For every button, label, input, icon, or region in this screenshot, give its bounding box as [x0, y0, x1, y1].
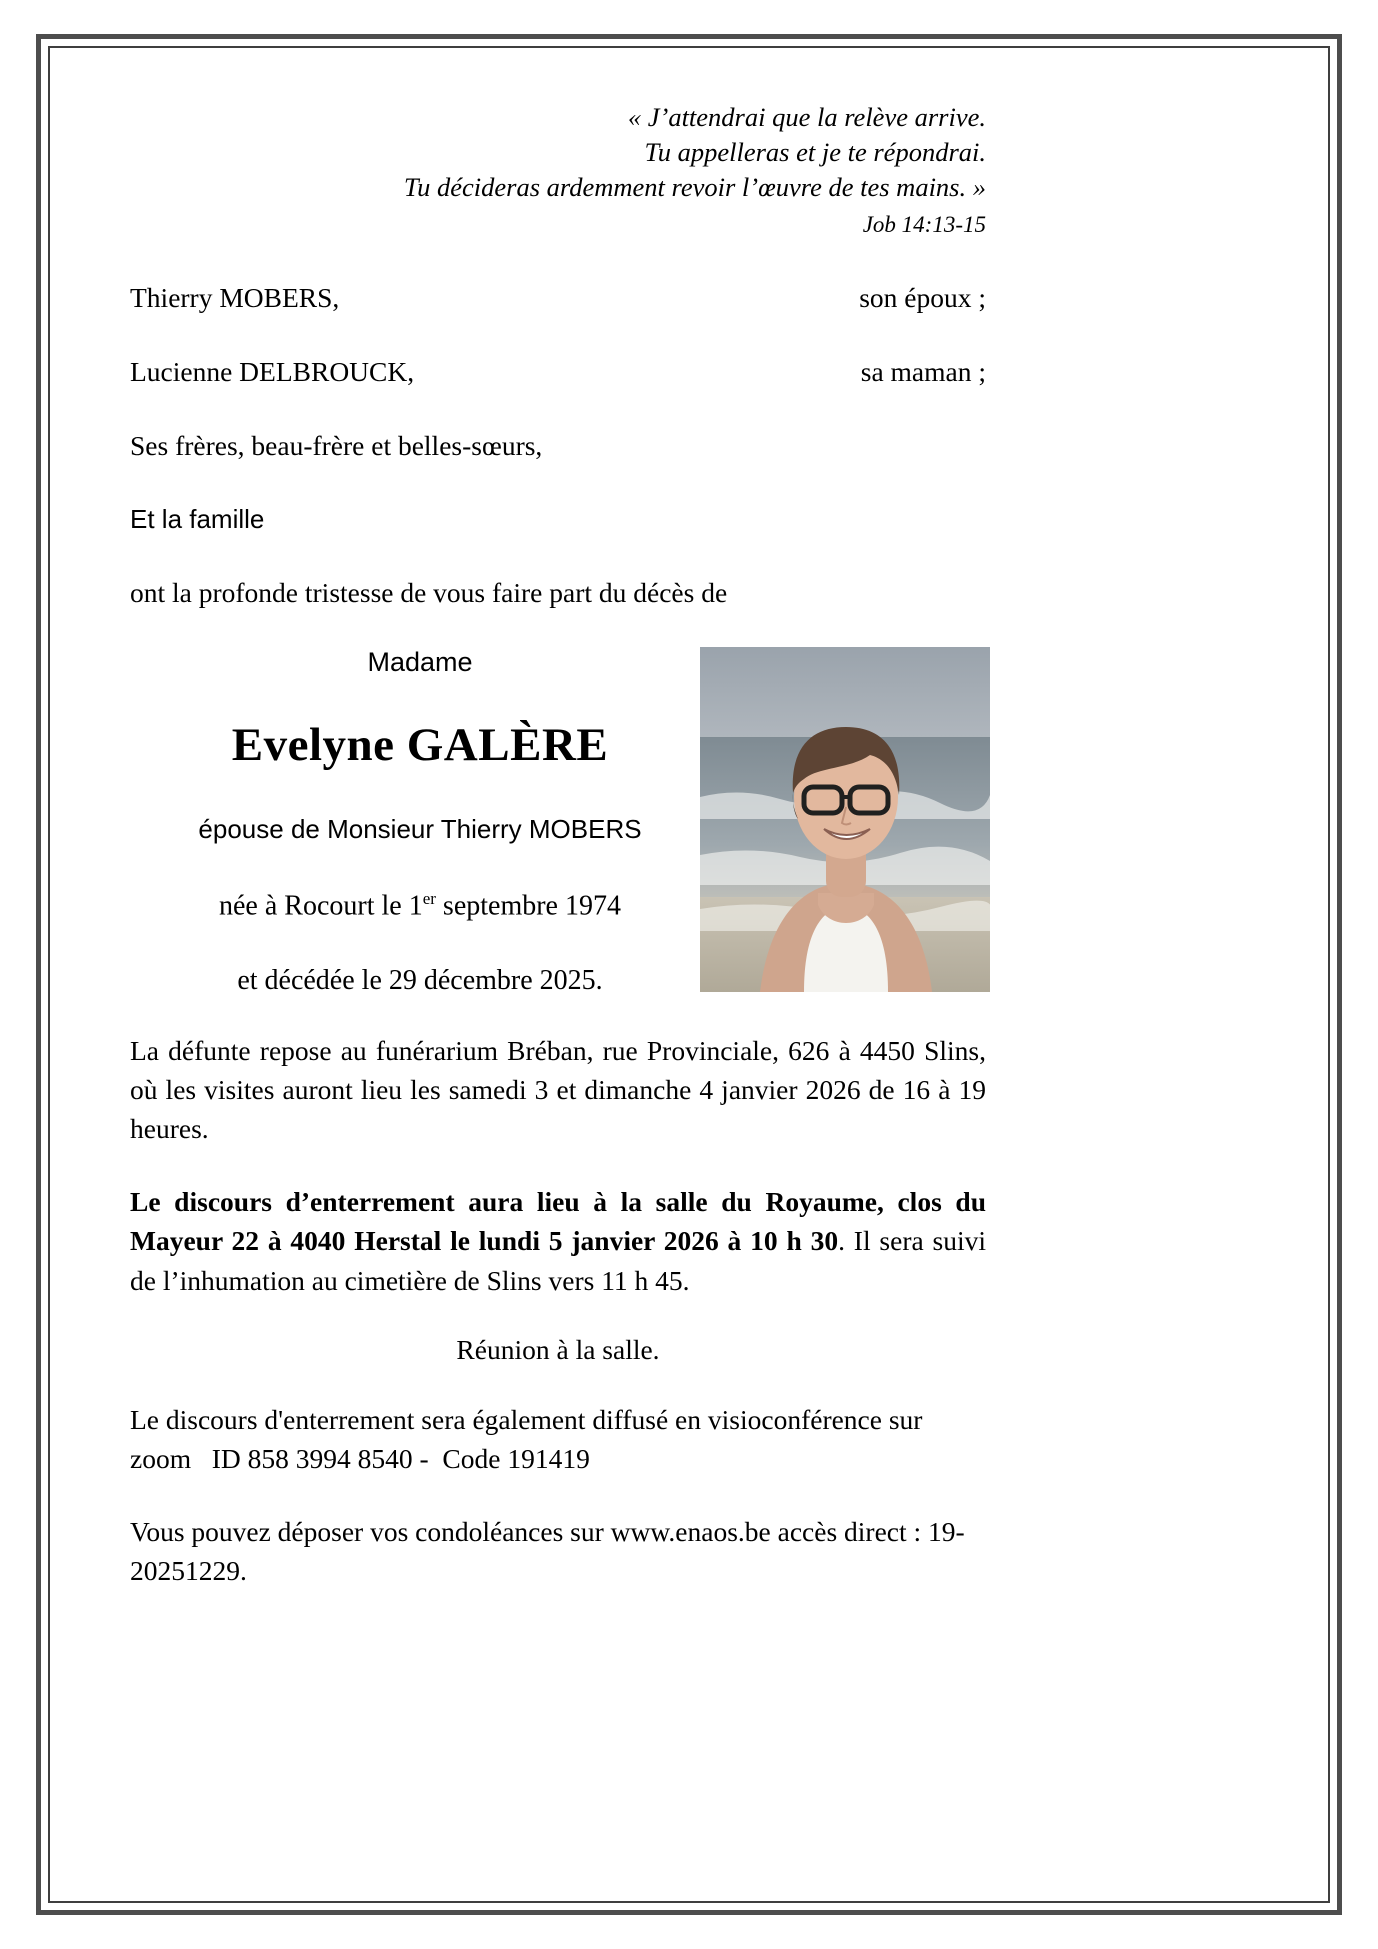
announcement-line: ont la profonde tristesse de vous faire part du décès de — [130, 577, 728, 609]
quote-reference: Job 14:13-15 — [862, 211, 986, 237]
ceremony-paragraph — [130, 1182, 986, 1299]
deceased-title: Madame — [367, 647, 473, 678]
family-name-spouse: Thierry MOBERS, — [130, 282, 340, 314]
birth-ordinal-suffix: er — [422, 889, 436, 909]
condolences-paragraph: Vous pouvez déposer vos condoléances sur www.enaos.be accès direct : 19-20251229. — [130, 1515, 965, 1586]
deceased-photo — [700, 647, 990, 992]
zoom-paragraph: Le discours d'enterrement sera également diffusé en visioconférence sur zoom ID 858 3994 8540 - Code 191419 — [130, 1403, 923, 1474]
deceased-spouse-of: épouse de Monsieur Thierry MOBERS — [198, 814, 642, 845]
portrait-photo-image — [700, 647, 990, 992]
quote-line-1: « J’attendrai que la relève arrive. — [627, 102, 986, 132]
family-row-mother — [130, 356, 986, 388]
family-name-mother: Lucienne DELBROUCK, — [130, 356, 415, 388]
deceased-birth-line — [130, 889, 710, 922]
card-content — [130, 100, 986, 1590]
scripture-quote — [130, 100, 986, 240]
family-line: Et la famille — [130, 504, 265, 535]
deceased-name: Evelyne GALÈRE — [231, 719, 609, 772]
birth-suffix: septembre 1974 — [435, 890, 621, 922]
ceremony-rest-text: . Il sera suivi de l’inhumation au cimetière de Slins vers 11 h 45. — [130, 1225, 986, 1296]
quote-line-3: Tu décideras ardemment revoir l’œuvre de tes mains. » — [403, 172, 986, 203]
repose-paragraph: La défunte repose au funérarium Bréban, rue Provinciale, 626 à 4450 Slins, où les visites auront lieu les samedi 3 et dimanche 4 janvier 2026 de 16 à 19 heures. — [130, 1035, 986, 1145]
ceremony-bold-text: Le discours d’enterrement aura lieu à la salle du Royaume, clos du Mayeur 22 à 4040 Herstal le lundi 5 janvier 2026 à 10 h 30 — [130, 1186, 986, 1257]
deceased-text-block — [130, 647, 710, 996]
family-relation-mother: sa maman ; — [860, 356, 986, 388]
birth-prefix: née à Rocourt le 1 — [219, 890, 423, 922]
family-row-spouse — [130, 282, 986, 314]
deceased-block — [130, 647, 986, 997]
deceased-death-line: et décédée le 29 décembre 2025. — [237, 964, 603, 996]
siblings-line: Ses frères, beau-frère et belles-sœurs, — [130, 430, 543, 462]
quote-line-2: Tu appelleras et je te répondrai. — [644, 137, 986, 168]
family-relation-spouse: son époux ; — [859, 282, 986, 314]
gathering-line: Réunion à la salle. — [456, 1333, 660, 1365]
